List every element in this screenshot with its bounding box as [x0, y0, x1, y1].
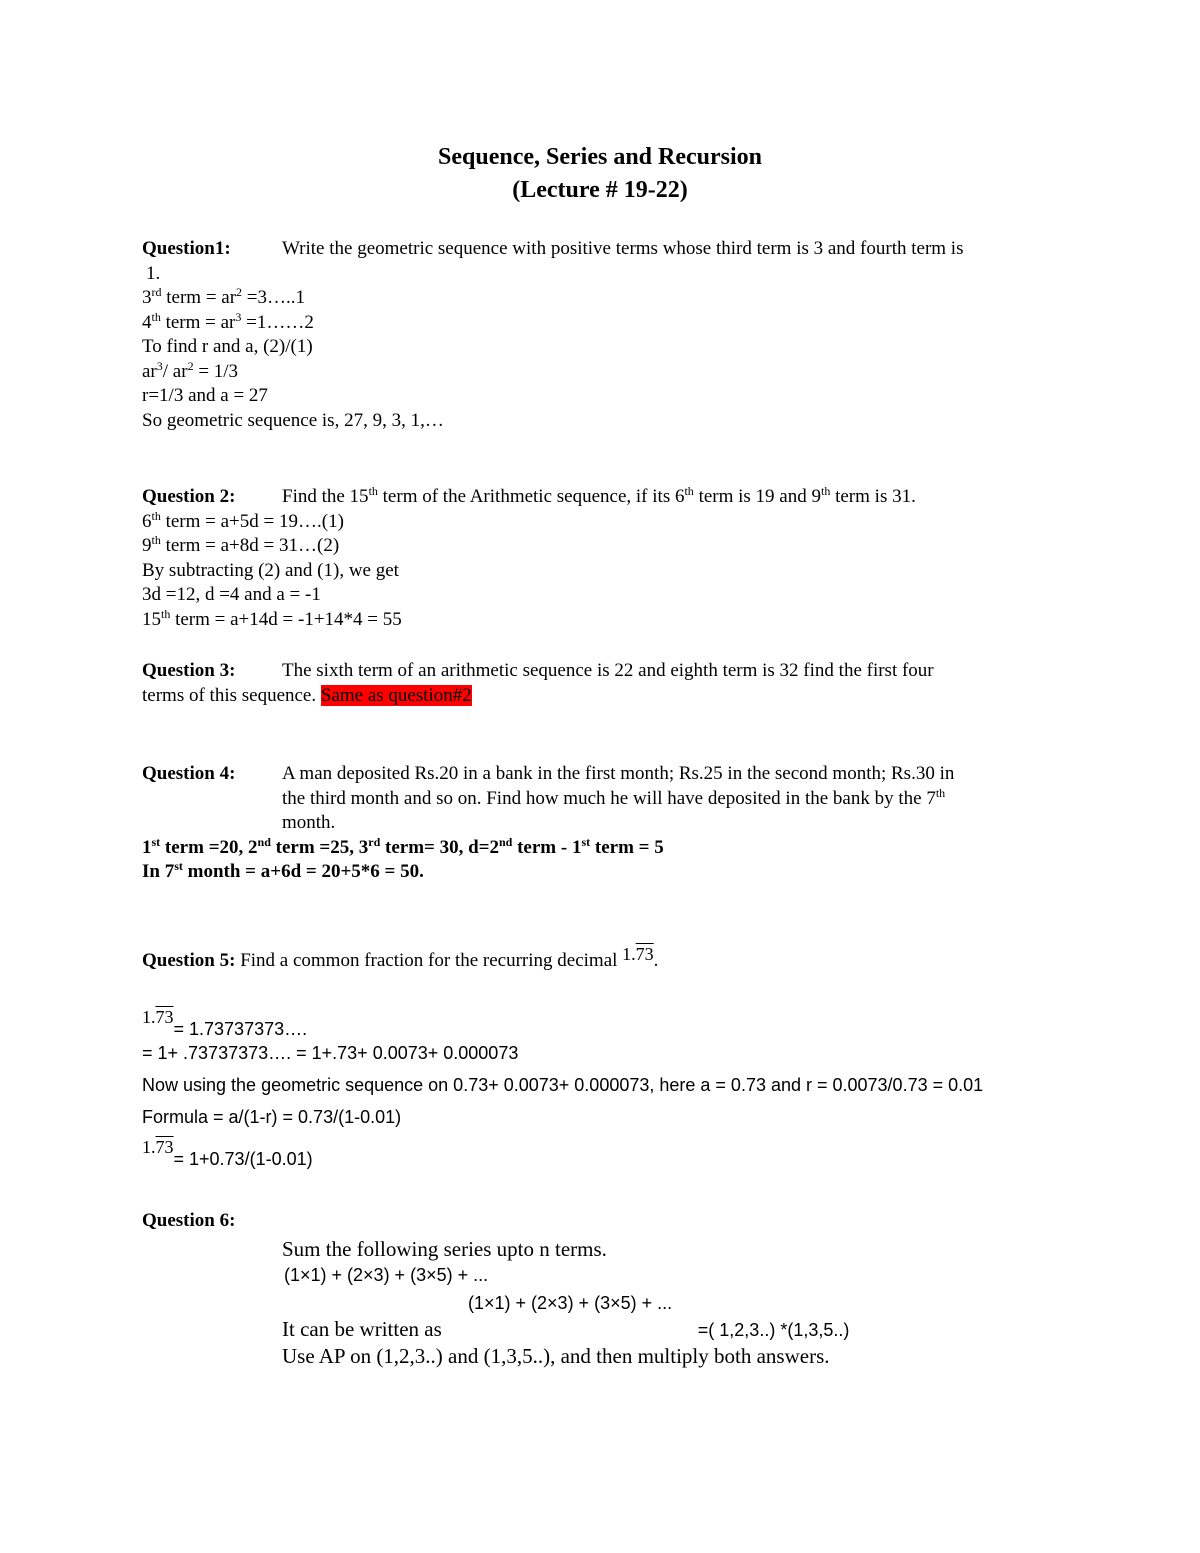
q4-solution-1: 1st term =20, 2nd term =25, 3rd term= 30, d=2nd term - 1st term = 5	[142, 834, 664, 858]
q5-step-3: Now using the geometric sequence on 0.73+ 0.0073+ 0.000073, here a = 0.73 and r = 0.0073/0.73 = 0.01	[142, 1075, 984, 1095]
question-1	[142, 237, 1072, 433]
q5-formula: Formula = a/(1-r) = 0.73/(1-0.01)	[142, 1107, 402, 1127]
q2-answer: 15th term = a+14d = -1+14*4 = 55	[142, 606, 402, 630]
question-5: Question 5: Find a common fraction for the recurring decimal 1.73.	[142, 948, 1072, 974]
question-3	[142, 659, 1072, 708]
question-6	[142, 1209, 1072, 1234]
document-title: Sequence, Series and Recursion	[438, 144, 762, 170]
question-2	[142, 485, 1072, 632]
question-1-text: Write the geometric sequence with positive terms whose third term is 3 and fourth term is	[282, 238, 964, 259]
q1-step-5: r=1/3 and a = 27	[142, 385, 268, 406]
highlight-note: Same as question#2	[320, 684, 472, 706]
question-3-label: Question 3:	[142, 660, 236, 681]
q5-solution	[142, 1005, 1072, 1169]
q2-step-4: 3d =12, d =4 and a = -1	[142, 584, 321, 605]
question-2-text: Find the 15th term of the Arithmetic sequence, if its 6th term is 19 and 9th term is 31.	[282, 484, 916, 507]
document-subtitle: (Lecture # 19-22)	[512, 177, 688, 203]
recurring-decimal: 1.73	[622, 944, 654, 964]
question-4-label: Question 4:	[142, 763, 236, 784]
question-5-text: Find a common fraction for the recurring decimal	[235, 950, 623, 971]
q2-step-1: 6th term = a+5d = 19….(1)	[142, 508, 344, 532]
question-2-label: Question 2:	[142, 486, 236, 507]
question-3-text-cont: terms of this sequence.	[142, 684, 321, 706]
question-1-text-cont: 1.	[146, 262, 161, 284]
q1-answer: So geometric sequence is, 27, 9, 3, 1,…	[142, 409, 444, 431]
q6-method: Use AP on (1,2,3..) and (1,3,5..), and then multiply both answers.	[282, 1344, 830, 1368]
series-expression-rewritten: (1×1) + (2×3) + (3×5) + ...	[468, 1293, 673, 1313]
question-4-text: A man deposited Rs.20 in a bank in the first month; Rs.25 in the second month; Rs.30 in	[282, 763, 955, 784]
q2-step-2: 9th term = a+8d = 31…(2)	[142, 533, 340, 556]
question-3-text: The sixth term of an arithmetic sequence is 22 and eighth term is 32 find the first four	[282, 660, 934, 681]
question-4-text-line3: month.	[282, 812, 336, 833]
question-6-text: Sum the following series upto n terms.	[282, 1237, 607, 1261]
q1-step-3: To find r and a, (2)/(1)	[142, 336, 313, 357]
question-4	[142, 762, 1072, 885]
question-5-label: Question 5:	[142, 950, 236, 971]
series-expression: (1×1) + (2×3) + (3×5) + ...	[284, 1265, 489, 1285]
q4-answer: In 7st month = a+6d = 20+5*6 = 50.	[142, 859, 424, 882]
question-1-label: Question1:	[142, 238, 231, 259]
q5-step-1: 1.73= 1.73737373….	[142, 1007, 308, 1039]
question-6-body	[282, 1236, 1082, 1369]
q1-step-1: 3rd term = $ar^2$ =3…..1	[142, 285, 306, 308]
question-6-label: Question 6:	[142, 1210, 236, 1231]
question-4-text-line2: the third month and so on. Find how much he will have deposited in the bank by the 7th	[282, 785, 946, 809]
q5-answer: 1.73= 1+0.73/(1-0.01)	[142, 1137, 313, 1169]
q2-step-3: By subtracting (2) and (1), we get	[142, 559, 399, 581]
q6-rewrite: It can be written as =( 1,2,3..) *(1,3,5..)	[282, 1317, 850, 1341]
q1-step-4: $ar^3/$ $ar^2 = 1/3$	[142, 358, 239, 382]
q5-step-2: = 1+ .73737373…. = 1+.73+ 0.0073+ 0.000073	[142, 1043, 519, 1063]
q1-step-2: 4th term = $ar^3$ =1……2	[142, 309, 314, 333]
